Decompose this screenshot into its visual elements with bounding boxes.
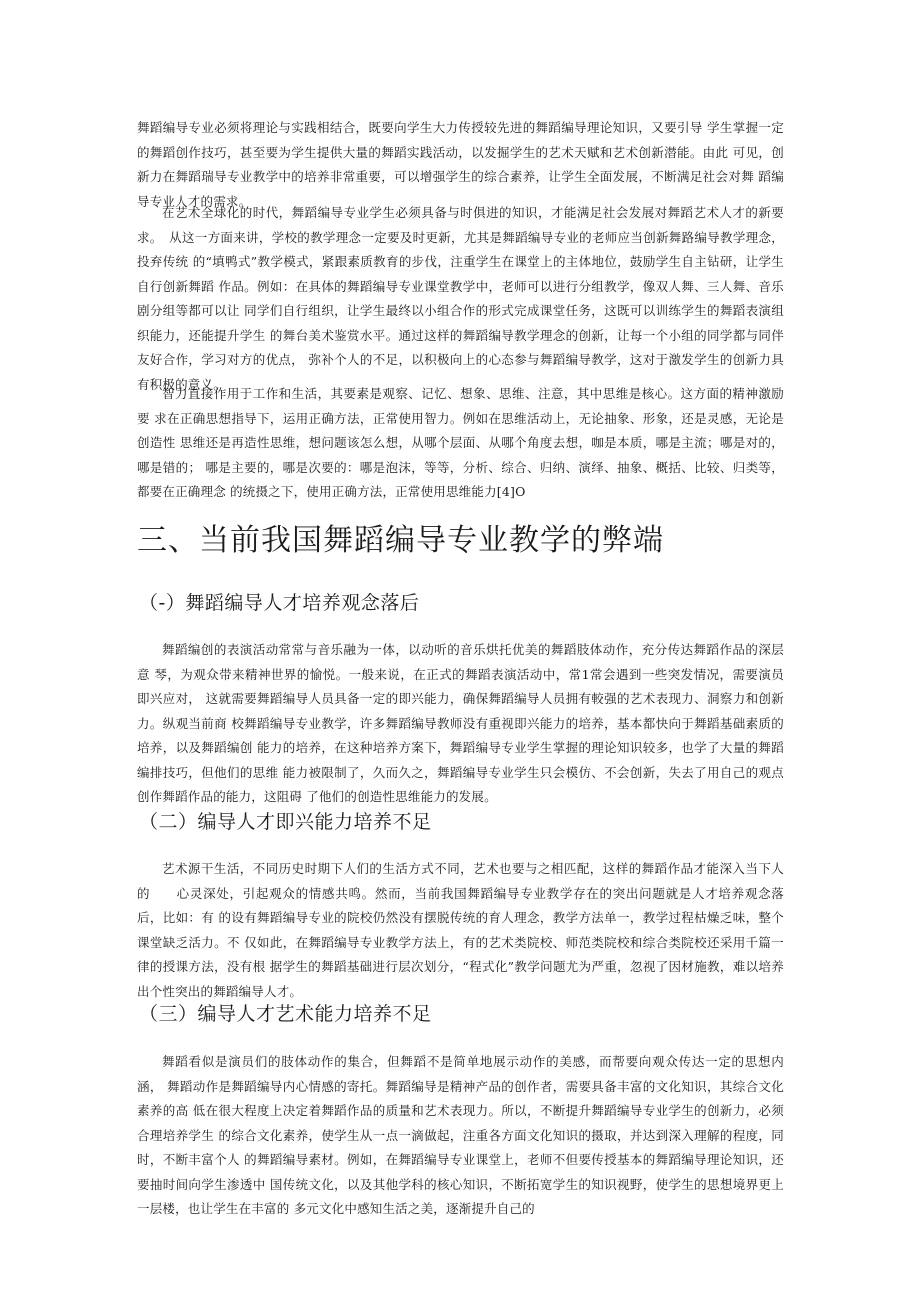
subsection-heading: （三）编导人才艺术能力培养不足 xyxy=(139,1003,432,1025)
body-paragraph: 舞蹈编导专业必须将理论与实践相结合，既要向学生大力传授较先进的舞蹈编导理论知识，又要引导 学生掌握一定的舞蹈创作技巧，甚至要为学生提供大量的舞蹈实践活动，以发掘学生的艺术天赋和艺术创新潜能。由此 可见，创新力在舞蹈瑞导专业教学中的培养非常重要，可以增强学生的综合素养，让学生全面发展，不断满足社会对舞 蹈编导专业人才的需求。 xyxy=(137,120,784,209)
subsection-heading: （-）舞蹈编导人才培养观念落后 xyxy=(139,592,420,614)
body-paragraph: 智力直接作用于工作和生活，其要素是观察、记忆、想象、思维、注意，其中思维是核心。这方面的精神激励要 求在正确思想指导下，运用正确方法，正常使用智力。例如在思维活动上，无论抽象、形象，还是灵感，无论是创造性 思维还是再造性思维，想问题该怎么想，从哪个层面、从哪个角度去想，咖是本质，哪是主流；哪是对的，哪是错的； 哪是主要的，哪是次要的：哪是泡沫，等等，分析、综合、归纳、演绎、抽象、概括、比较、归类等，都要在正确理念 的统摄之下，使用正确方法，正常使用思维能力[4]O xyxy=(137,386,784,499)
body-paragraph: 舞蹈编创的表演活动常常与音乐融为一体，以动听的音乐烘托优美的舞蹈肢体动作，充分传达舞蹈作品的深层意 琴，为观众带来精神世界的愉悦。一般来说，在正式的舞蹈表演活动中，常1常会遇到一些突发情况，需要演员即兴应对， 这就需要舞蹈编导人员具备一定的即兴能力，确保舞蹈编导人员拥有較强的艺术表现力、洞察力和创新力。纵观当前商 校舞蹈编导专业教学，许多舞蹈编导教师没有重视即兴能力的培养，基本都快向于舞蹈基础素质的培养，以及舞蹈编创 能力的培养，在这种培养方案下，舞蹈编导专业学生掌握的理论知识较多，也学了大量的舞蹈编排技巧，但他们的思维 能力被限制了，久而久之，舞蹈编导专业学生只会模仿、不会创新，失去了用自己的观点创作舞蹈作品的能力，这阻碍 了他们的创造性思维能力的发展。 xyxy=(137,642,784,804)
section-heading: 三、当前我国舞蹈编导专业教学的弊端 xyxy=(137,523,664,558)
body-paragraph: 艺术源干生活，不同历史时期下人们的生活方式不同，艺术也要与之相匹配，这样的舞蹈作品才能深入当下人的 心灵深处，引起观众的情感共鸣。然而，当前我国舞蹈编导专业教学存在的突出问题就是人才培养观念落后，比如：有 的设有舞蹈编导专业的院校仍然没有摆脱传统的育人理念，教学方法单一，教学过程枯燥乏味，整个课堂缺乏活力。不 仅如此，在舞蹈编导专业教学方法上，有的艺术类院校、师范类院校和综合类院校还采用千篇一律的授课方法，没有根 据学生的舞蹈基础进行层次划分，“程式化”教学问题尤为严重，忽视了因材施教，难以培养出个性突出的舞蹈编导人才。 xyxy=(137,861,784,999)
subsection-heading: （二）编导人才即兴能力培养不足 xyxy=(139,811,432,833)
body-paragraph: 在艺术全球化的时代，舞蹈编导专业学生必须具备与时俱进的知识，才能满足社会发展对舞蹈艺术人才的新要求。 从这一方面来讲，学校的教学理念一定要及时更新，尤其是舞蹈编导专业的老师应当创新舞路编导教学理念，投弃传统 的“填鸭式”教学模式，紧跟素质教育的步伐，注重学生在课堂上的主体地位，鼓励学生自主钻研，让学生自行创新舞蹈 作品。例如：在具体的舞蹈编导专业课堂教学中，老师可以进行分组教学，像双人舞、三人舞、音乐剧分组等都可以让 同学们自行组织，让学生最终以小组合作的形式完成课堂任务，这既可以训练学生的舞蹈表演组织能力，还能提升学生 的舞台美术鉴赏水平。通过这样的舞蹈编导教学理念的创新，让每一个小组的同学都与同伴友好合作，学习对方的优点， 弥补个人的不足，以积极向上的心态参与舞蹈编导教学，这对于激发学生的创新力具有积极的意义。 xyxy=(137,205,784,392)
body-paragraph: 舞蹈看似是演员们的肢体动作的集合，但舞蹈不是简单地展示动作的美感，而帮要向观众传达一定的思想内涵， 舞蹈动作是舞蹈编导内心情感的寄托。舞蹈编导是精神产品的创作者，需要具备丰富的文化知识，其综合文化素养的高 低在很大程度上决定着舞蹈作品的质量和艺术表现力。所以，不断提升舞蹈编导专业学生的创新力，必须合理培养学生 的综合文化素养，使学生从一点一滴做起，注重各方面文化知识的摄取，并达到深入理解的程度，同时，不断丰富个人 的舞蹈编导素材。例如，在舞蹈编导专业课堂上，老师不但要传授基本的舞蹈编导理论知识，还要抽时间向学生渗透中 国传统文化，以及其他学科的核心知识，不断拓宽学生的知识视野，使学生的思想境界更上一层楼，也让学生在丰富的 多元文化中感知生活之美，逐渐提升自己的 xyxy=(137,1054,784,1216)
